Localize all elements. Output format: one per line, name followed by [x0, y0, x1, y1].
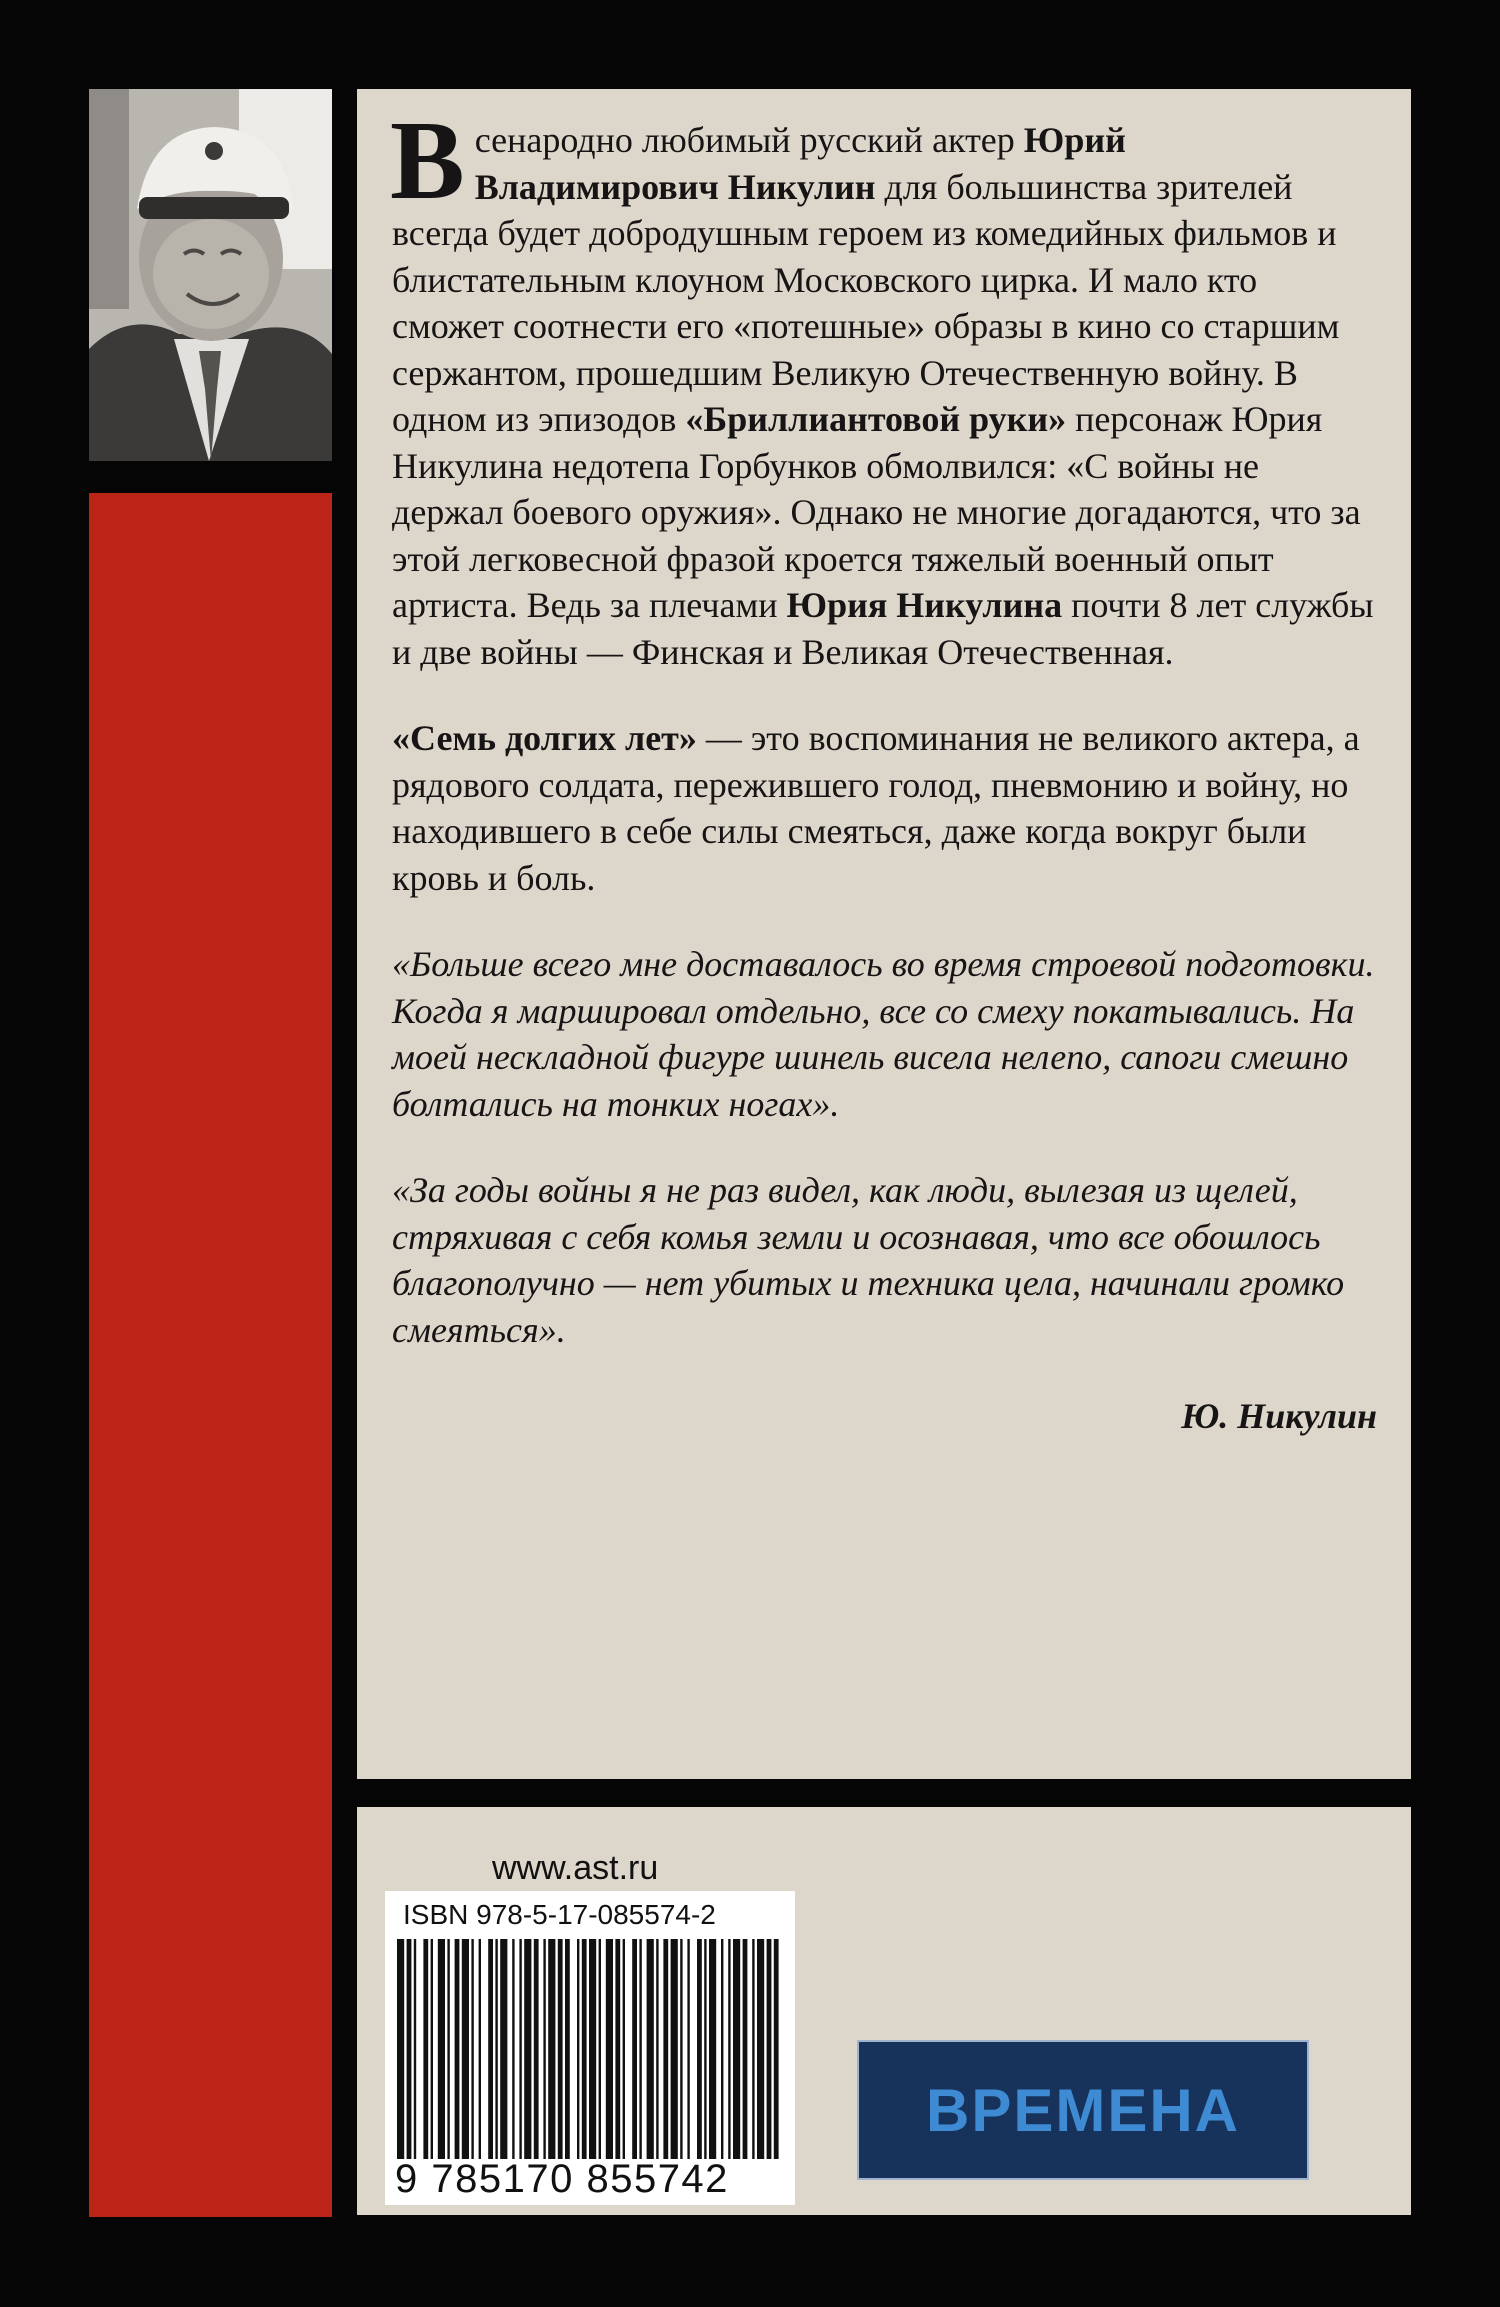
- author-photo: [89, 89, 332, 461]
- author-portrait-image: [89, 89, 332, 461]
- isbn-label: ISBN 978-5-17-085574-2: [403, 1899, 716, 1930]
- publisher-logo: [857, 2040, 1309, 2180]
- barcode-block: [385, 1891, 795, 2205]
- quote-1: «Больше всего мне доставалось во время строевой подготовки. Когда я маршировал отдельно, все со смеху покатывались. На моей нескладной фигуре шинель висела нелепо, сапоги смешно болтались на тонких ногах».: [392, 944, 1375, 1124]
- red-decorative-strip: [89, 493, 332, 2217]
- publisher-panel: [357, 1807, 1411, 2215]
- annotation-text: [390, 99, 1377, 1440]
- author-name: Юрий Владимирович Никулин: [474, 120, 1126, 207]
- ean-number: 9 785170 855742: [395, 2157, 729, 2201]
- barcode-icon: [397, 1939, 783, 2159]
- film-title: «Бриллиантовой руки»: [685, 399, 1067, 439]
- book-description: «Семь долгих лет» — это воспоминания не великого актера, а рядового солдата, пережившего голод, пневмонию и войну, но находившего в себе силы смеяться, даже когда вокруг были кровь и боль.: [392, 718, 1360, 898]
- annotation-panel: [357, 89, 1411, 1779]
- publisher-website: www.ast.ru: [492, 1849, 659, 1887]
- author-name-genitive: Юрия Никулина: [786, 585, 1063, 625]
- signature: Ю. Никулин: [1181, 1396, 1377, 1436]
- publisher-logo-text: ВРЕМЕНА: [925, 2076, 1241, 2144]
- book-title: «Семь долгих лет»: [392, 718, 697, 758]
- intro-paragraph: Всенародно любимый русский актер Юрий Владимирович Никулин для большинства зрителей всегда будет добродушным героем из комедийных фильмов и блистательным клоуном Московского цирка. И мало кто сможет соотнести его «потешные» образы в кино со старшим сержантом, прошедшим Великую Отечественную войну. В одном из эпизодов «Бриллиантовой руки» персонаж Юрия Никулина недотепа Горбунков обмолвился: «С войны не держал боевого оружия». Однако не многие догадаются, что за этой легковесной фразой кроется тяжелый военный опыт артиста. Ведь за плечами Юрия Никулина почти 8 лет службы и две войны — Финская и Великая Отечественная.: [390, 99, 1374, 672]
- drop-cap: В: [390, 99, 465, 223]
- quote-2: «За годы войны я не раз видел, как люди, вылезая из щелей, стряхивая с себя комья земли и осознавая, что все обошлось благополучно — нет убитых и техника цела, начинали громко смеяться».: [392, 1170, 1345, 1350]
